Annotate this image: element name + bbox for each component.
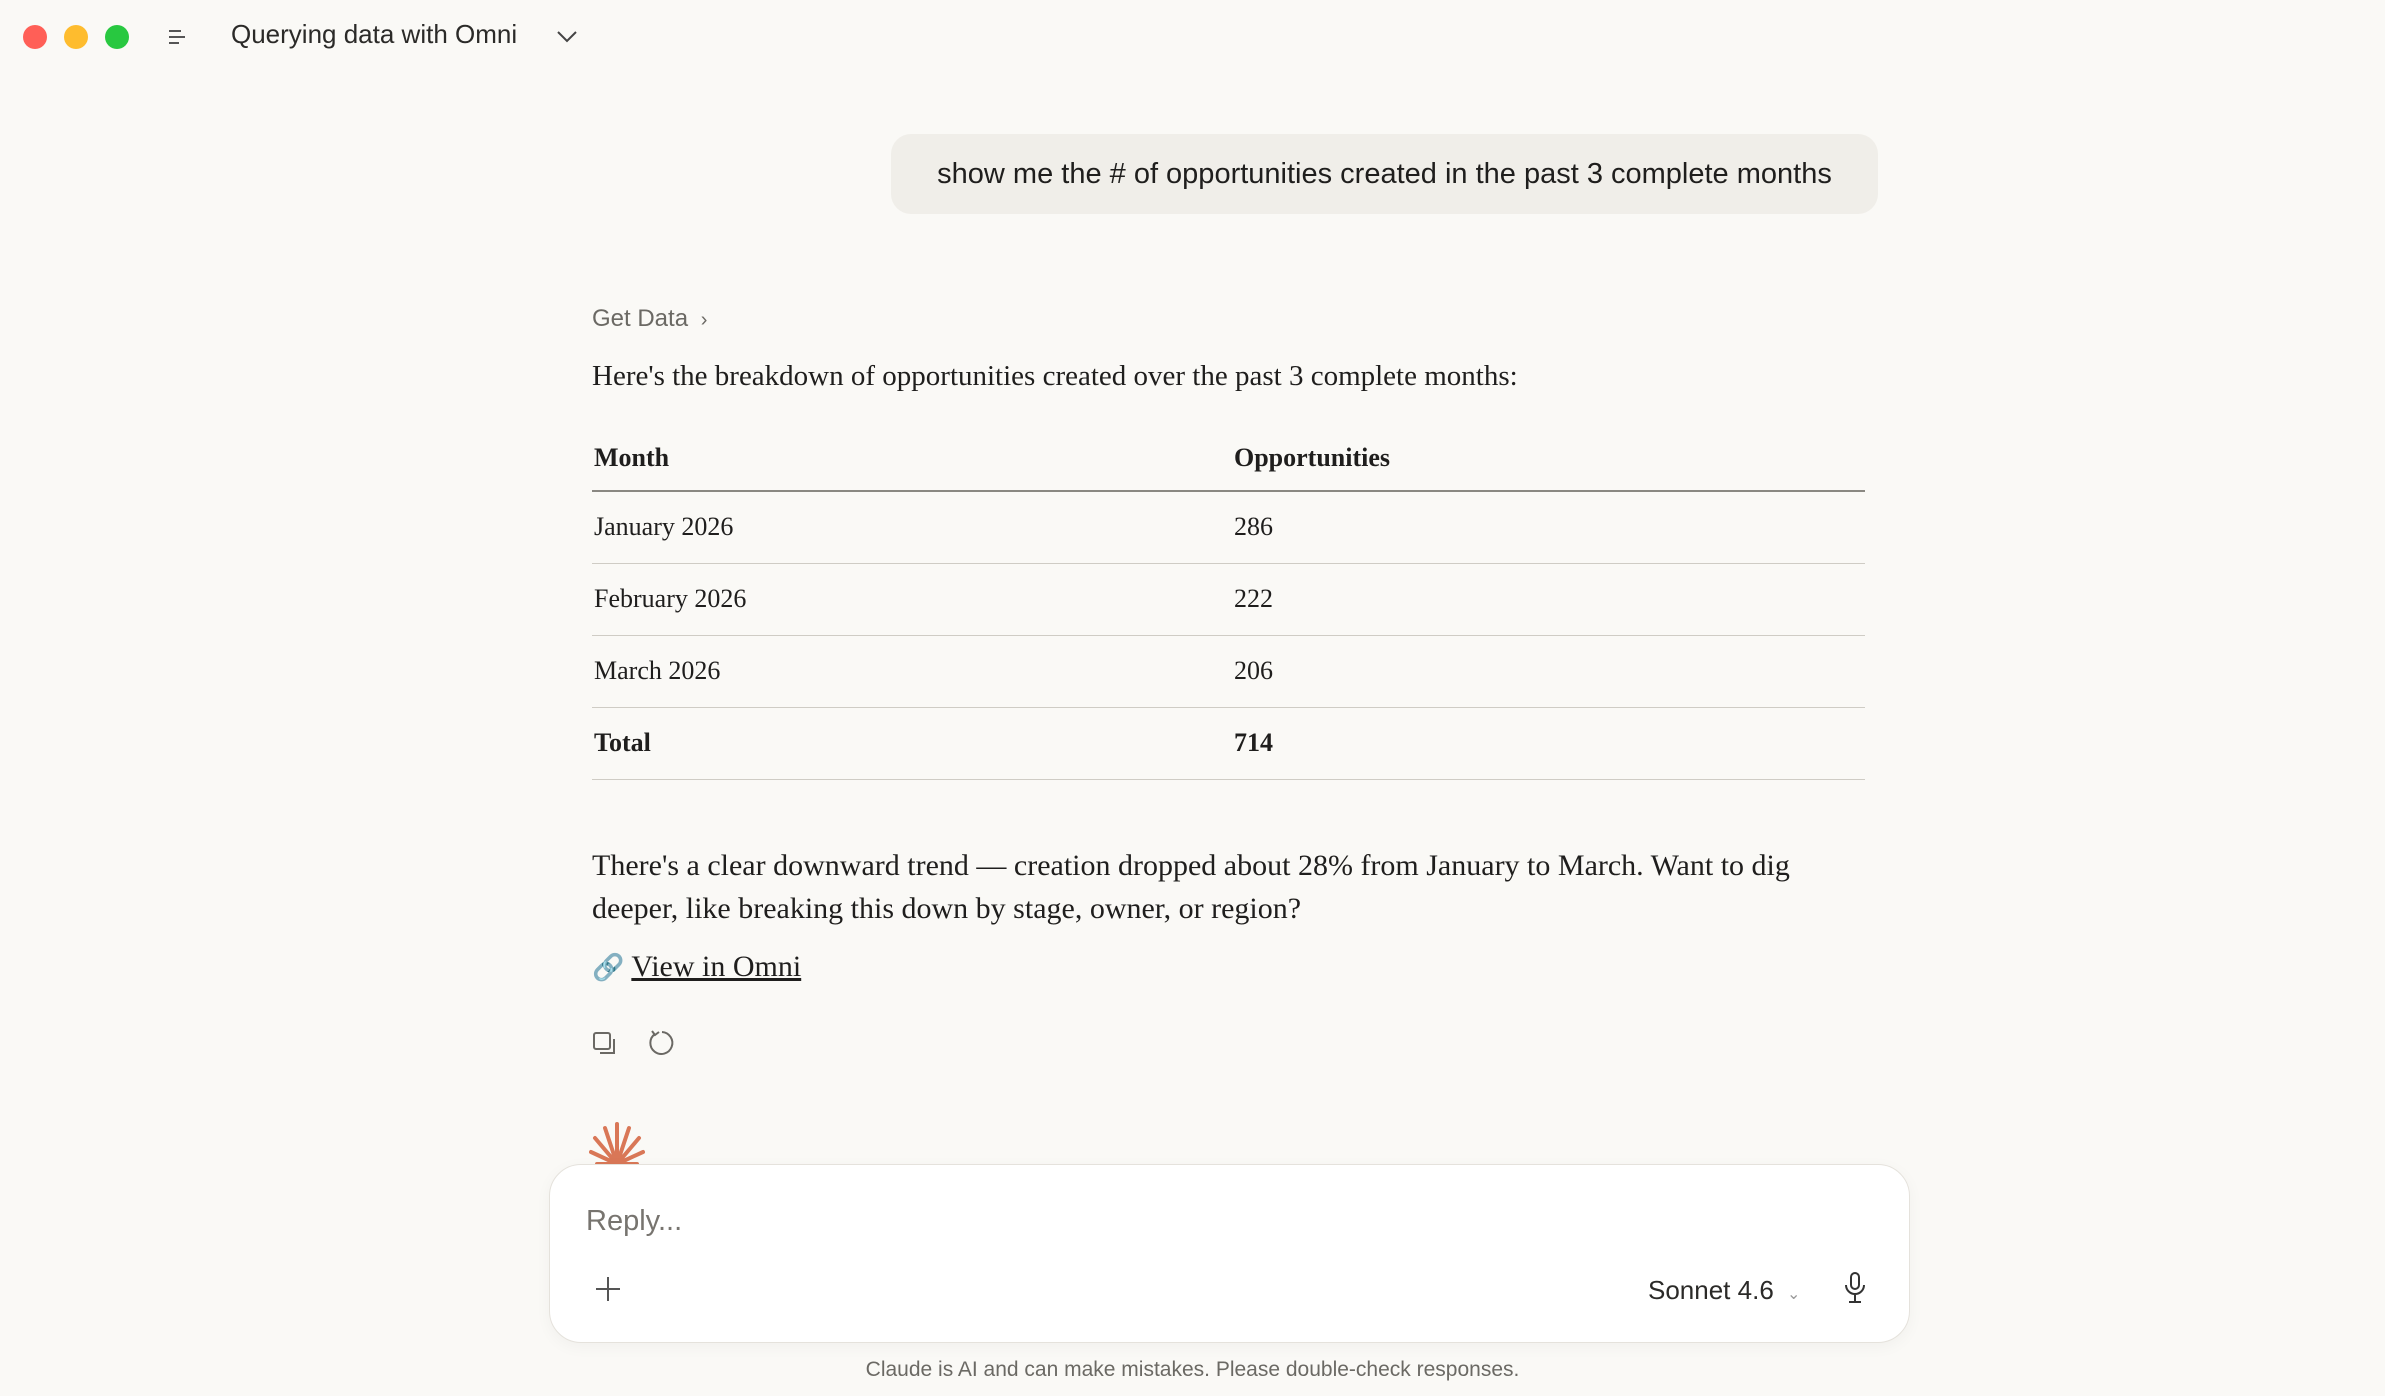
tool-call-get-data[interactable] [592,305,707,333]
minimize-window-button[interactable] [64,25,88,49]
table-total-row [592,707,1865,779]
column-header-opportunities: Opportunities [1232,425,1865,491]
month-cell: February 2026 [592,563,1232,635]
chevron-down-icon: ⌄ [1787,1286,1801,1303]
total-value: 714 [1232,707,1865,779]
composer [549,1164,1910,1343]
user-message: show me the # of opportunities created in the past 3 complete months [891,134,1878,214]
model-name: Sonnet 4.6 [1648,1275,1774,1305]
reply-input[interactable]: Reply... [586,1205,683,1237]
disclaimer: Claude is AI and can make mistakes. Please double-check responses. [865,1358,1520,1381]
retry-icon[interactable] [647,1028,677,1063]
table-row [592,563,1865,635]
table-row [592,491,1865,563]
count-cell: 286 [1232,491,1865,563]
chevron-down-icon[interactable] [556,28,578,49]
model-selector[interactable] [1648,1275,1800,1306]
tool-call-label: Get Data [592,305,689,332]
link-icon: 🔗 [592,953,625,982]
total-label: Total [592,707,1232,779]
response-intro: Here's the breakdown of opportunities created over the past 3 complete months: [592,360,1518,392]
close-window-button[interactable] [23,25,47,49]
add-attachment-button[interactable] [594,1275,622,1308]
month-cell: March 2026 [592,635,1232,707]
chevron-right-icon: › [700,309,708,331]
microphone-icon[interactable] [1843,1271,1867,1310]
table-row [592,635,1865,707]
table-header-row [592,425,1865,491]
copy-icon[interactable] [591,1030,619,1063]
opportunities-table [592,425,1865,780]
count-cell: 222 [1232,563,1865,635]
response-paragraph: There's a clear downward trend — creation dropped about 28% from January to March. Want to dig deeper, like breaking this down by stage, owner, or region? [592,849,1790,925]
sidebar-menu-icon[interactable] [168,28,186,46]
column-header-month: Month [592,425,1232,491]
count-cell: 206 [1232,635,1865,707]
view-in-omni-link-row [592,950,801,984]
conversation-title[interactable]: Querying data with Omni [231,19,518,49]
zoom-window-button[interactable] [105,25,129,49]
view-in-omni-link[interactable]: View in Omni [631,950,802,983]
month-cell: January 2026 [592,491,1232,563]
